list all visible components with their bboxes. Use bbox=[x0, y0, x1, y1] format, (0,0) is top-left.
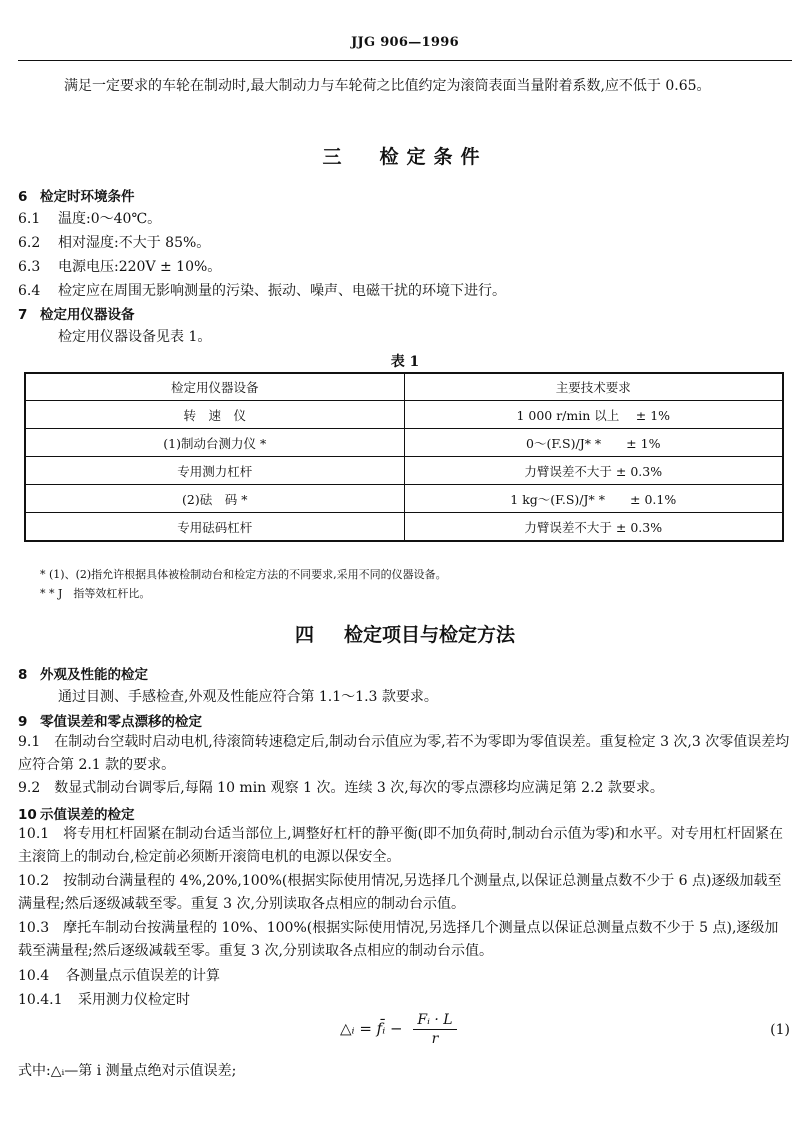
formula-note: 式中:△ᵢ—第 i 测量点绝对示值误差; bbox=[18, 1063, 237, 1079]
item-6-4: 6.4 检定应在周围无影响测量的污染、振动、噪声、电磁干扰的环境下进行。 bbox=[18, 283, 506, 299]
table-row: 专用测力杠杆 力臂误差不大于 ± 0.3% bbox=[25, 457, 783, 485]
table-header-equipment: 检定用仪器设备 bbox=[25, 373, 404, 401]
header-rule bbox=[18, 60, 792, 61]
item-10-heading: 10 示值误差的检定 bbox=[18, 807, 135, 823]
formula-numerator: Fᵢ · L bbox=[413, 1012, 456, 1030]
formula-number: (1) bbox=[770, 1022, 790, 1038]
table-row: 转 速 仪 1 000 r/min 以上 ± 1% bbox=[25, 401, 783, 429]
item-10-2: 10.2 按制动台满量程的 4%,20%,100%(根据实际使用情况,另选择几个测量点,以保证总测量点数不少于 6 点)逐级加载至满量程;然后逐级减载至零。重复 3 次,分别读取各点相应的制动台示值。 bbox=[18, 873, 782, 912]
item-8-text: 通过目测、手感检查,外观及性能应符合第 1.1～1.3 款要求。 bbox=[58, 689, 438, 705]
item-9-2: 9.2 数显式制动台调零后,每隔 10 min 观察 1 次。连续 3 次,每次的零点漂移均应满足第 2.2 款要求。 bbox=[18, 780, 664, 796]
item-10-1: 10.1 将专用杠杆固紧在制动台适当部位上,调整好杠杆的静平衡(即不加负荷时,制动台示值为零)和水平。对专用杠杆固紧在主滚筒上的制动台,检定前必须断开滚筒电机的电源以保安全。 bbox=[18, 826, 783, 865]
equipment-table bbox=[24, 372, 784, 542]
section-number: 四 bbox=[294, 624, 314, 646]
item-7-heading: 7 检定用仪器设备 bbox=[18, 307, 135, 323]
table-row: 专用砝码杠杆 力臂误差不大于 ± 0.3% bbox=[25, 513, 783, 542]
formula-1 bbox=[340, 1012, 457, 1047]
table-header-row bbox=[25, 373, 783, 401]
item-7-text: 检定用仪器设备见表 1。 bbox=[58, 329, 212, 345]
item-8-heading: 8 外观及性能的检定 bbox=[18, 667, 148, 683]
table-note-2: * * J 指等效杠杆比。 bbox=[40, 587, 151, 600]
section-number: 三 bbox=[322, 146, 350, 168]
table-row: (2)砝 码 * 1 kg～(F.S)/J* * ± 0.1% bbox=[25, 485, 783, 513]
item-10-3: 10.3 摩托车制动台按满量程的 10%、100%(根据实际使用情况,另选择几个测量点以保证总测量点数不少于 5 点),逐级加载至满量程;然后逐级减载至零。重复 3 次,分别读取各点相应的制动台示值。 bbox=[18, 920, 779, 959]
formula-fraction bbox=[413, 1012, 456, 1047]
item-6-heading: 6 检定时环境条件 bbox=[18, 189, 135, 205]
table-row: (1)制动台测力仪 * 0～(F.S)/J* * ± 1% bbox=[25, 429, 783, 457]
formula-lhs: △ᵢ = f̄ᵢ − bbox=[340, 1019, 403, 1038]
section-three-title bbox=[0, 142, 810, 169]
formula-denominator: r bbox=[431, 1031, 439, 1047]
item-10-4: 10.4 各测量点示值误差的计算 bbox=[18, 968, 220, 984]
table-caption: 表 1 bbox=[390, 354, 420, 370]
section-heading: 检定条件 bbox=[379, 146, 488, 168]
section-heading: 检定项目与检定方法 bbox=[344, 624, 516, 646]
item-10-4-1: 10.4.1 采用测力仪检定时 bbox=[18, 992, 190, 1008]
section-four-title bbox=[0, 620, 810, 647]
intro-paragraph: 满足一定要求的车轮在制动时,最大制动力与车轮荷之比值约定为滚筒表面当量附着系数,应不低于 0.65。 bbox=[64, 78, 711, 94]
table-note-1: * (1)、(2)指允许根据具体被检制动台和检定方法的不同要求,采用不同的仪器设备。 bbox=[40, 568, 447, 581]
item-6-3: 6.3 电源电压:220V ± 10%。 bbox=[18, 259, 222, 275]
item-6-2: 6.2 相对湿度:不大于 85%。 bbox=[18, 235, 211, 251]
item-6-1: 6.1 温度:0～40℃。 bbox=[18, 211, 162, 227]
page-header: JJG 906—1996 bbox=[351, 35, 459, 50]
item-9-1: 9.1 在制动台空载时启动电机,待滚筒转速稳定后,制动台示值应为零,若不为零即为零值误差。重复检定 3 次,3 次零值误差均应符合第 2.1 款的要求。 bbox=[18, 734, 790, 773]
item-9-heading: 9 零值误差和零点漂移的检定 bbox=[18, 714, 202, 730]
table-header-requirements: 主要技术要求 bbox=[404, 373, 783, 401]
